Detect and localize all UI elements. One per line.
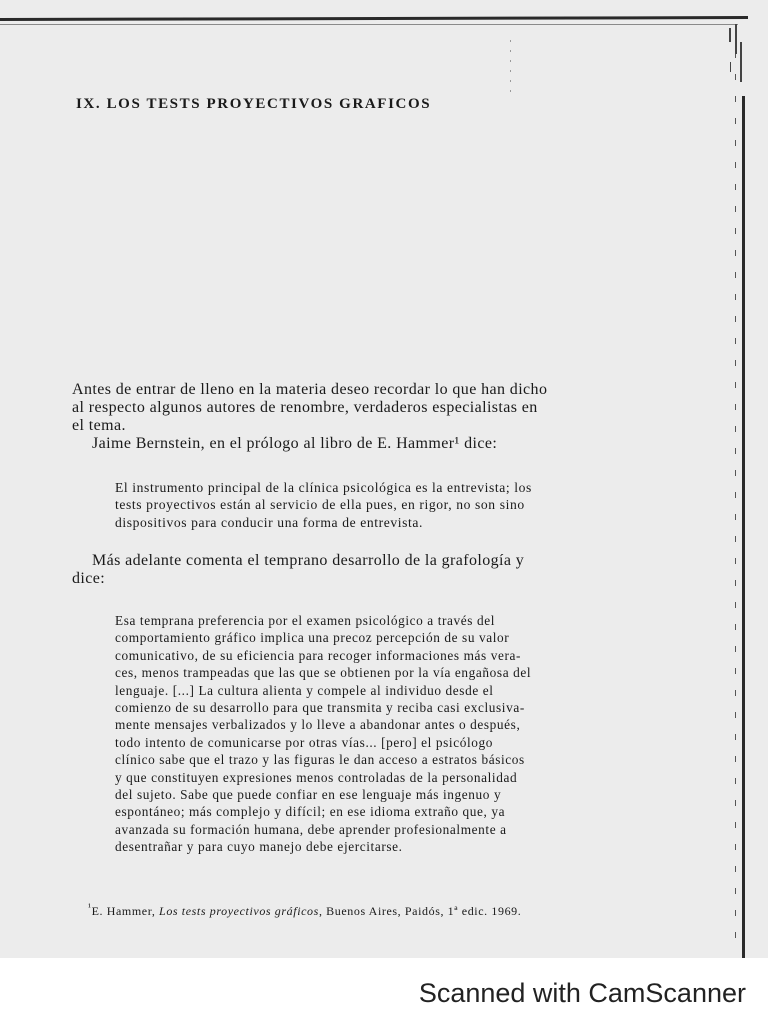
quote-line: espontáneo; más complejo y difícil; en ese idioma extraño que, ya bbox=[115, 804, 506, 820]
page-corner-marks bbox=[725, 22, 747, 102]
camscanner-watermark: Scanned with CamScanner bbox=[418, 978, 746, 1008]
quote-line: comunicativo, de su eficiencia para recoger informaciones más vera- bbox=[115, 647, 522, 663]
quote-line: todo intento de comunicarse por otras vías... [pero] el psicólogo bbox=[115, 734, 493, 750]
chapter-title: IX. LOS TESTS PROYECTIVOS GRAFICOS bbox=[76, 96, 432, 112]
footnote-author: E. Hammer, bbox=[91, 904, 160, 918]
footnote-publication: , Buenos Aires, Paidós, 1ª edic. 1969. bbox=[318, 904, 522, 918]
quote-line: desentrañar y para cuyo manejo debe ejercitarse. bbox=[115, 839, 403, 855]
text-line: Jaime Bernstein, en el prólogo al libro de E. Hammer¹ dice: bbox=[92, 435, 498, 452]
quote-line: clínico sabe que el trazo y las figuras le dan acceso a estratos básicos bbox=[115, 752, 525, 768]
quote-line: Esa temprana preferencia por el examen psicológico a través del bbox=[115, 613, 496, 628]
quote-line: y que constituyen expresiones menos controladas de la personalidad bbox=[115, 769, 518, 785]
quote-line: del sujeto. Sabe que puede confiar en ese lenguaje más ingenuo y bbox=[115, 787, 502, 803]
page-edge-right-shadow bbox=[735, 30, 736, 950]
quote-line: avanzada su formación humana, debe aprender profesionalmente a bbox=[115, 821, 507, 837]
quote-line: comienzo de su desarrollo para que transmita y reciba casi exclusiva- bbox=[115, 700, 525, 716]
footnote bbox=[88, 902, 521, 919]
quote-line: mente mensajes verbalizados y lo lleve a abandonar antes o después, bbox=[115, 717, 521, 733]
footnote-marker: ¹ bbox=[88, 902, 92, 913]
page-edge-top bbox=[0, 16, 748, 21]
text-line: dice: bbox=[72, 570, 106, 587]
text-line: Más adelante comenta el temprano desarrollo de la grafología y bbox=[92, 552, 525, 569]
text-line: el tema. bbox=[72, 417, 126, 434]
footnote-book-title: Los tests proyectivos gráficos bbox=[159, 904, 319, 918]
quote-line: ces, menos trampeadas que las que se obtienen por la vía engañosa del bbox=[115, 665, 532, 681]
quote-line: dispositivos para conducir una forma de entrevista. bbox=[115, 514, 424, 530]
block-quote-2 bbox=[115, 612, 531, 856]
scan-speck-line bbox=[510, 40, 511, 100]
intro-paragraph bbox=[72, 381, 547, 453]
quote-line: lenguaje. [...] La cultura alienta y compele al individuo desde el bbox=[115, 682, 494, 698]
text-line: al respecto algunos autores de renombre, verdaderos especialistas en bbox=[72, 399, 538, 416]
page-edge-right bbox=[742, 96, 745, 958]
second-paragraph bbox=[72, 552, 524, 588]
quote-line: tests proyectivos están al servicio de ella pues, en rigor, no son sino bbox=[115, 497, 525, 513]
quote-line: El instrumento principal de la clínica psicológica es la entrevista; los bbox=[115, 480, 532, 495]
quote-line: comportamiento gráfico implica una precoz percepción de su valor bbox=[115, 630, 510, 646]
page-edge-top-shadow bbox=[0, 24, 738, 25]
text-line: Antes de entrar de lleno en la materia deseo recordar lo que han dicho bbox=[72, 381, 548, 398]
block-quote-1 bbox=[115, 479, 532, 531]
